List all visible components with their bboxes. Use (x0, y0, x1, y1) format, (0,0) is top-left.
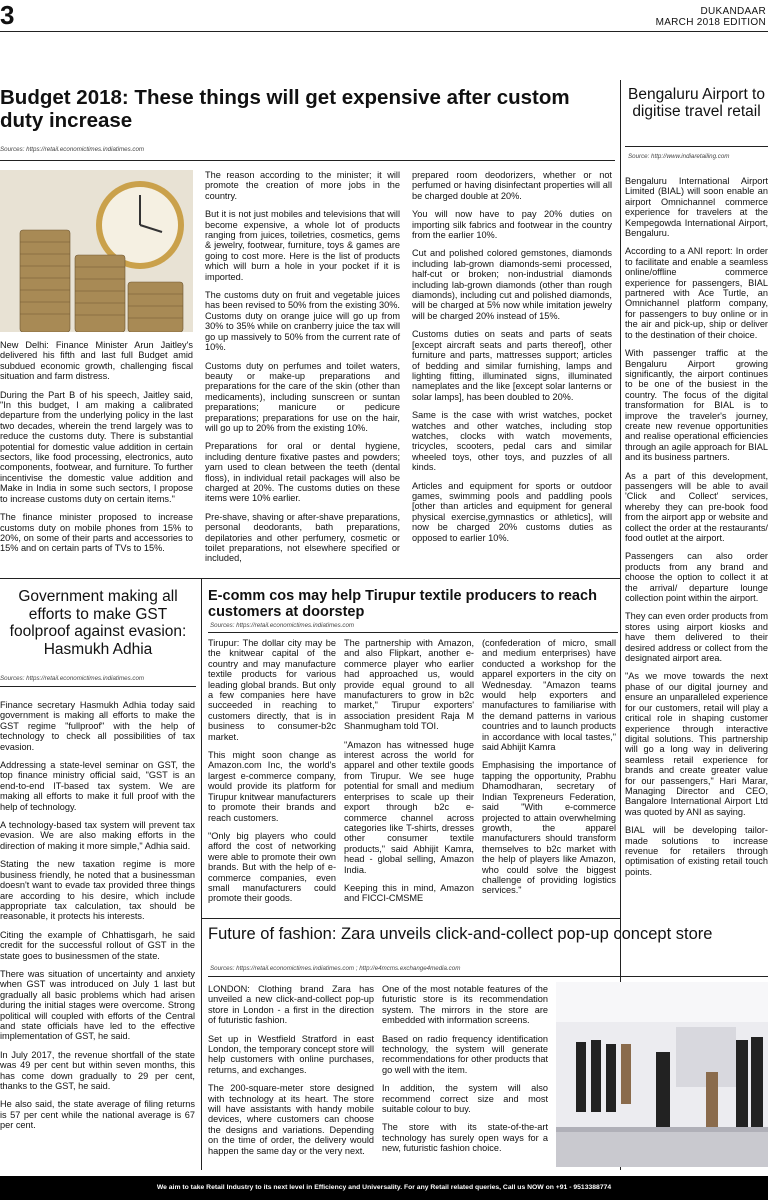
paragraph: BIAL will be developing tailor-made solutions to increase revenue for retailers through optimisation of existing retail touch points. (625, 825, 768, 877)
paragraph: Customs duties on seats and parts of seats [except aircraft seats and parts thereof], other furniture and parts, mattresses support; articles of bedding and similar furnishing, lamps and lighting fitting, illuminated signs, illuminated nameplates and the like [except solar lanterns or solar lamps], has been doubled to 20%. (412, 329, 612, 402)
budget-column-2 (205, 170, 400, 564)
gst-source: Sources: https://retail.economictimes.indiatimes.com (0, 675, 145, 682)
paragraph: The customs duty on fruit and vegetable juices has been revised to 50% from the existing 30%. Customs duty on orange juice will go up from 30% to 35% while on cranberry juice the tax will go up massively to 50% from the current rate of 10%. (205, 290, 400, 353)
paragraph: Bengaluru International Airport Limited (BIAL) will soon enable an airport Omnichannel commerce experience for travelers at the Kempegowda International Airport, Bengaluru. (625, 176, 768, 239)
budget-source: Sources: https://retail.economictimes.indiatimes.com (0, 146, 145, 153)
paragraph: One of the most notable features of the futuristic store is its recommendation system. The mirrors in the store are embedded with information screens. (382, 984, 548, 1026)
gst-body (0, 700, 195, 1131)
paragraph: (confederation of micro, small and medium enterprises) have conducted a workshop for the apparel exporters in the city on Wednesday. "Amazon teams would help exporters and manufactures to familiarise with the demand patterns in various countries and to launch products in accordance with local tastes," said Abhijit Kamra (482, 638, 616, 753)
paragraph: According to a ANI report: In order to facilitate and enable a seamless online/offline commerce experience for passengers, BIAL partnered with Ace Turtle, an Omnichannel platform company, for passengers to buy online or in the air and pick-up, ship or deliver to the destination of their choice. (625, 246, 768, 340)
section-rule (0, 578, 620, 579)
airport-headline: Bengaluru Airport to digitise travel retail (627, 86, 765, 120)
paragraph: In July 2017, the revenue shortfall of the state was 49 per cent but within seven months, this has come down gradually to 29 per cent, thanks to the GST, he said. (0, 1049, 195, 1091)
paragraph: Tirupur: The dollar city may be the knitwear capital of the country and may manufacture textile products for various leading global brands. But only a few companies here have succeeded in reaching to customers directly, that is in business to consumer-b2c market. (208, 638, 336, 742)
zara-column-1 (208, 984, 374, 1156)
gst-headline: Government making all efforts to make GST foolproof against evasion: Hasmukh Adhia (9, 588, 187, 658)
paragraph: Cut and polished colored gemstones, diamonds including lab-grown diamonds-semi processed, half-cut or broken; non-industrial diamonds including lab-grown diamonds (other than rough diamonds), including cut and polished diamonds, will be charged at 5% now while imitation jewelry will be charged 20% instead of 15%. (412, 248, 612, 321)
paragraph: Same is the case with wrist watches, pocket watches and other watches, including stop watches, clocks with watch movements, tricycles, scooters, pedal cars and similar wheeled toys, other toys, and puzzles of all kinds. (412, 410, 612, 473)
paragraph: "Only big players who could afford the cost of networking were able to promote their own brands. But with the help of e-commerce companies, even small manufacturers could promote their goods. (208, 830, 336, 904)
paragraph: Based on radio frequency identification technology, the system will generate recommendations for other products that go well with the item. (382, 1033, 548, 1075)
ecomm-headline: E-comm cos may help Tirupur textile producers to reach customers at doorstep (208, 588, 597, 620)
paragraph: Preparations for oral or dental hygiene, including denture fixative pastes and powders; yarn used to clean between the teeth (dental floss), in individual retail packages will also be charged at 20%. The customs duties on these items were 10% earlier. (205, 441, 400, 504)
budget-source-rule (0, 160, 615, 161)
airport-source: Source: http://www.indiaretailing.com (628, 153, 730, 160)
footer-banner: We aim to take Retail Industry to its next level in Efficiency and Universality. For any Retail related queries, Call us NOW on +91 - 9513388774 (0, 1176, 768, 1200)
paragraph: The partnership with Amazon, and also Flipkart, another e-commerce player who earlier had approached us, would provide equal ground to all manufacturers to grow in b2c market," Tirupur exporters' association president Raja M Shanmugham told TOI. (344, 638, 474, 732)
paragraph: The store with its state-of-the-art technology has surely open ways for a new, futuristic fashion choice. (382, 1122, 548, 1154)
airport-body (625, 176, 768, 877)
paragraph: Finance secretary Hasmukh Adhia today said government is making all efforts to make the GST regime "fullproof" with the help of technology to check all possibilities of tax evasion. (0, 700, 195, 752)
paragraph: A technology-based tax system will prevent tax evasion. We are also making efforts in the direction of making it more simple," Adhia said. (0, 820, 195, 851)
paragraph: Passengers can also order products from any brand and choose the option to collect it at the arrival/ departure lounge collection point within the airport. (625, 551, 768, 604)
masthead-brand (656, 6, 766, 28)
zara-top-rule (201, 918, 620, 919)
store-interior-icon (556, 982, 768, 1167)
ecomm-source: Sources: https://retail.economictimes.indiatimes.com (210, 622, 355, 629)
airport-headline-rule (625, 146, 768, 147)
ecomm-column-1 (208, 638, 336, 904)
paragraph: The finance minister proposed to increase customs duty on mobile phones from 15% to 20%, on some of their parts and accessories to 15% and on certain parts of TVs to 15%. (0, 512, 193, 554)
ecomm-source-rule (208, 632, 618, 633)
gst-divider (201, 578, 202, 1170)
budget-headline: Budget 2018: These things will get expensive after custom duty increase (0, 86, 570, 132)
ecomm-column-2 (344, 638, 474, 904)
paragraph: New Delhi: Finance Minister Arun Jaitley's delivered his fifth and last full Budget amid subdued economic growth, challenging fiscal situation and farm distress. (0, 340, 193, 382)
paragraph: There was situation of uncertainty and anxiety when GST was introduced on July 1 last but gradually all basic problems which had arisen during the initial stages were overcome. Strong political will coupled with efforts of the Central and state officials have led to the effective implementation of GST, he said. (0, 968, 195, 1042)
paragraph: As a part of this development, passengers will be able to avail 'Click and Collect' services, whereby they can pre-book food from the airport app or website and collect the order at the restaurants/ food outlet at the airport. (625, 470, 768, 543)
paragraph: prepared room deodorizers, whether or not perfumed or having disinfectant properties will all be charged double at 20%. (412, 170, 612, 201)
brand-name: DUKANDAAR (700, 6, 766, 17)
paragraph: Pre-shave, shaving or after-shave preparations, personal deodorants, bath preparations, depilatories and other perfumery, cosmetic or toilet preparations, not elsewhere specified or included, (205, 511, 400, 564)
paragraph: During the Part B of his speech, Jaitley said, "In this budget, I am making a calibrated departure from the underlying policy in the last two decades, wherein the trend largely was to reduce the customs duty. There is substantial potential for domestic value addition in certain sectors, like food processing, electronics, auto components, footwear, and furniture. To further incentivise the domestic value addition and Make in India in some such sectors, I propose to increase customs duty on certain items." (0, 389, 193, 504)
coins-clock-icon (0, 170, 193, 332)
paragraph: LONDON: Clothing brand Zara has unveiled a new click-and-collect pop-up store in London - a first in the direction of futuristic fashion. (208, 984, 374, 1026)
paragraph: They can even order products from stores using airport kiosks and have them delivered to their desired address or collect from the designated airport area. (625, 611, 768, 664)
paragraph: But it is not just mobiles and televisions that will become expensive, a whole lot of products ranging from juices, toiletries, cosmetics, gems & jewelry, footwear, furniture, toys & games are going to cost more. Here is the list of products which will burn a hole in your pocket if it is imported. (205, 209, 400, 282)
coins-clock-photo (0, 170, 193, 332)
paragraph: With passenger traffic at the Bengaluru Airport growing significantly, the airport continues to be one of the busiest in the country. The focus of the digital transformation for BIAL is to improve the traveler's journey, create new revenue opportunities and realise operational efficiencies through an agile approach for BIAL and its business partners. (625, 348, 768, 463)
paragraph: Stating the new taxation regime is more business friendly, he noted that a businessman doesn't want to evade tax provided three things are according to his desire, which include appropriate tax calculation, tax should be reasonable, it protects his interests. (0, 859, 195, 922)
paragraph: Citing the example of Chhattisgarh, he said credit for the successful rollout of GST in the state goes to businessmen of the state. (0, 929, 195, 961)
paragraph: In addition, the system will also recommend correct size and most suitable colour to buy. (382, 1083, 548, 1115)
budget-column-3 (412, 170, 612, 543)
paragraph: Customs duty on perfumes and toilet waters, beauty or make-up preparations and preparations for the care of the skin (other than medicaments), including sunscreen or suntan preparations; manicure or pedicure preparations; preparations for use on the hair, will go up to 20% from the existing 10%. (205, 360, 400, 433)
zara-store-photo (556, 982, 768, 1167)
masthead-rule (0, 31, 768, 32)
paragraph: Addressing a state-level seminar on GST, the top finance ministry official said, "GST is an end-to-end IT-based tax system. We are making all efforts to make it full proof with the help of technology. (0, 760, 195, 812)
paragraph: You will now have to pay 20% duties on importing silk fabrics and footwear in the country from the earlier 10%. (412, 209, 612, 241)
paragraph: The 200-square-meter store designed with technology at its heart. The store will have assistants with handy mobile devices, where customers can choose the designs and variations. Depending on the time of order, the delivery would happen the same day or the very next. (208, 1083, 374, 1156)
paragraph: "Amazon has witnessed huge interest across the world for apparel and other textile goods from Tirupur. We see huge potential for small and medium enterprises to scale up their export through b2c e-commerce channel across categories like T-shirts, dresses other consumer textile products," said Abhijit Kamra, head - global selling, Amazon India. (344, 739, 474, 875)
paragraph: Articles and equipment for sports or outdoor games, swimming pools and paddling pools [other than articles and equipment for general physical exercise,gymnastics or athletics], will now be charged 20% customs duties as opposed to earlier 10%. (412, 480, 612, 543)
zara-headline: Future of fashion: Zara unveils click-and-collect pop-up concept store (208, 925, 713, 943)
paragraph: He also said, the state average of filing returns is 57 per cent while the national average is 67 per cent. (0, 1099, 195, 1131)
paragraph: The reason according to the minister; it will promote the creation of more jobs in the country. (205, 170, 400, 201)
budget-column-1 (0, 340, 193, 554)
paragraph: Keeping this in mind, Amazon and FICCI-CMSME (344, 882, 474, 904)
ecomm-column-3 (482, 638, 616, 896)
paragraph: This might soon change as Amazon.com Inc, the world's largest e-commerce company, would provide its platform for Tirupur knitwear manufacturers to promote their brands and reach customers. (208, 750, 336, 823)
zara-source: Sources: https://retail.economictimes.indiatimes.com ; http://e4mcms.exchange4media.com (210, 965, 461, 972)
gst-source-rule (0, 686, 196, 687)
edition-label: MARCH 2018 EDITION (655, 17, 766, 28)
page-number: 3 (0, 0, 15, 30)
paragraph: "As we move towards the next phase of our digital journey and ensure an unparalleled experience for our customers, retail will play a critical role in shaping customer experience through interactive digital solutions. This partnership will go a long way in delivering seamless retail experience for brands and create greater value for our passengers," Hari Marar, Managing Director and CEO, Bangalore International Airport Ltd was quoted by ANI as saying. (625, 671, 768, 817)
paragraph: Set up in Westfield Stratford in east London, the temporary concept store will help customers with online purchases, returns, and exchanges. (208, 1033, 374, 1075)
zara-source-rule (208, 976, 768, 977)
paragraph: Emphasising the importance of tapping the opportunity, Prabhu Dhamodharan, secretary of Indian Texpreneurs Federation, said "With e-commerce projected to attain overwhelming growth, the apparel manufacturers should transform themselves to b2c market with the help of players like Amazon, who could solve the biggest challenge of providing logistics services." (482, 760, 616, 896)
zara-column-2 (382, 984, 548, 1154)
